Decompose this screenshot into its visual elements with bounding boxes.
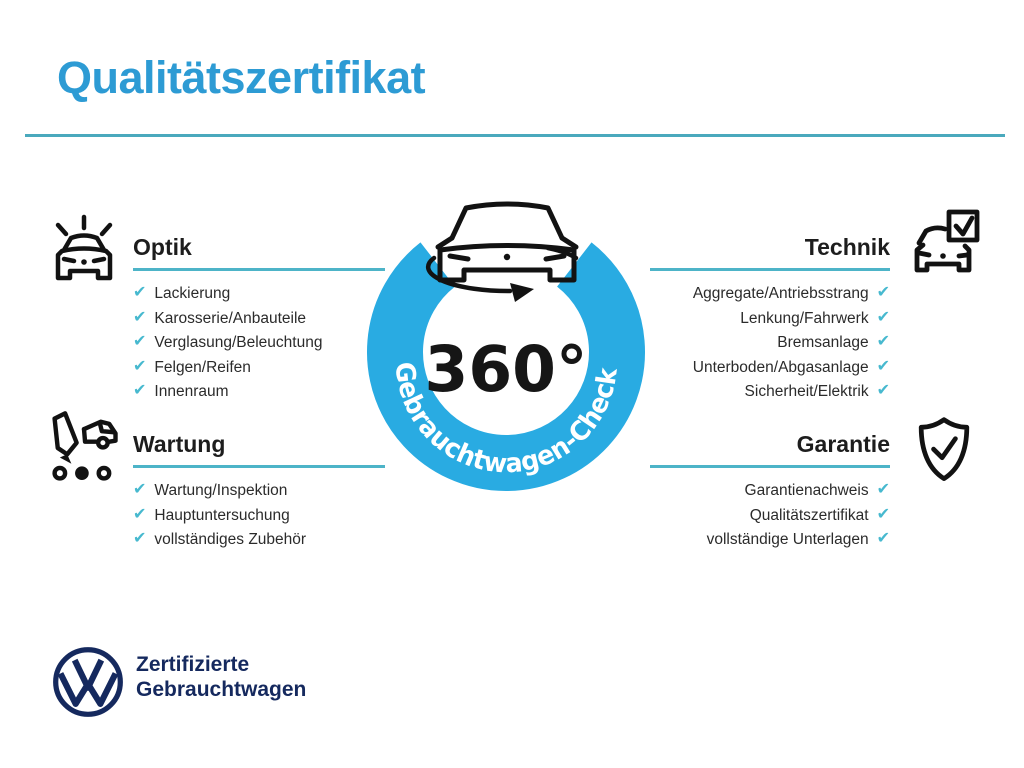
check-item bbox=[133, 307, 393, 332]
check-item bbox=[133, 528, 393, 553]
check-item bbox=[133, 282, 393, 307]
badge-360-check bbox=[350, 186, 674, 506]
badge-degrees: 360° bbox=[424, 333, 588, 406]
check-item bbox=[133, 380, 393, 405]
section-underline bbox=[650, 465, 890, 468]
check-item-label: Bremsanlage bbox=[777, 334, 869, 352]
shiny-car-icon bbox=[44, 210, 124, 290]
check-item bbox=[630, 380, 890, 405]
section-title: Garantie bbox=[796, 431, 890, 457]
check-item bbox=[630, 528, 890, 553]
check-icon: ✔ bbox=[133, 382, 147, 400]
check-item bbox=[133, 356, 393, 381]
check-icon: ✔ bbox=[876, 357, 890, 375]
check-item-label: Garantienachweis bbox=[744, 482, 869, 500]
check-item bbox=[133, 504, 393, 529]
footer-line1: Zertifizierte bbox=[136, 653, 250, 676]
check-item-label: Hauptuntersuchung bbox=[154, 506, 290, 524]
check-icon: ✔ bbox=[876, 530, 890, 548]
section-underline bbox=[133, 268, 385, 271]
check-item-label: Sicherheit/Elektrik bbox=[744, 383, 869, 401]
shield-check-icon bbox=[906, 414, 982, 490]
check-icon: ✔ bbox=[876, 333, 890, 351]
check-icon: ✔ bbox=[133, 481, 147, 499]
rotation-arrowhead bbox=[510, 283, 534, 302]
check-item-label: Innenraum bbox=[154, 383, 229, 401]
check-item-label: Unterboden/Abgasanlage bbox=[692, 358, 869, 376]
badge-ring-label: Gebrauchtwagen-Check bbox=[388, 360, 624, 480]
check-item-label: Lackierung bbox=[154, 285, 231, 303]
section-wartung bbox=[133, 429, 393, 553]
rotating-car-icon bbox=[428, 204, 576, 291]
check-item-label: Felgen/Reifen bbox=[154, 358, 251, 376]
section-title: Optik bbox=[133, 234, 192, 260]
section-optik bbox=[133, 232, 393, 405]
check-item-label: Aggregate/Antriebsstrang bbox=[692, 285, 869, 303]
vw-logo bbox=[50, 644, 126, 720]
check-item-label: vollständiges Zubehör bbox=[154, 531, 307, 549]
check-item-label: vollständige Unterlagen bbox=[706, 531, 869, 549]
check-item-label: Lenkung/Fahrwerk bbox=[740, 309, 869, 327]
check-item-label: Verglasung/Beleuchtung bbox=[154, 334, 323, 352]
footer-brand-text bbox=[136, 652, 306, 702]
section-technik bbox=[630, 232, 890, 405]
check-item-label: Qualitätszertifikat bbox=[749, 506, 869, 524]
checklist bbox=[630, 282, 890, 405]
check-icon: ✔ bbox=[133, 284, 147, 302]
check-item-label: Wartung/Inspektion bbox=[154, 482, 288, 500]
checklist bbox=[630, 479, 890, 553]
service-checklist-van-icon bbox=[42, 406, 126, 490]
section-garantie bbox=[630, 429, 890, 553]
check-icon: ✔ bbox=[876, 308, 890, 326]
section-underline bbox=[650, 268, 890, 271]
checklist bbox=[133, 479, 393, 553]
section-title: Technik bbox=[804, 234, 890, 260]
check-icon: ✔ bbox=[876, 284, 890, 302]
check-icon: ✔ bbox=[133, 505, 147, 523]
check-item bbox=[630, 307, 890, 332]
check-item bbox=[630, 356, 890, 381]
check-icon: ✔ bbox=[133, 308, 147, 326]
check-icon: ✔ bbox=[876, 481, 890, 499]
section-underline bbox=[133, 465, 385, 468]
footer-line2: Gebrauchtwagen bbox=[136, 678, 307, 701]
check-item bbox=[630, 331, 890, 356]
check-item bbox=[630, 479, 890, 504]
check-icon: ✔ bbox=[133, 333, 147, 351]
header-divider bbox=[25, 134, 1005, 137]
check-item-label: Karosserie/Anbauteile bbox=[154, 309, 307, 327]
check-item bbox=[133, 331, 393, 356]
check-item bbox=[630, 282, 890, 307]
section-title: Wartung bbox=[133, 431, 226, 457]
checklist bbox=[133, 282, 393, 405]
page-title: Qualitätszertifikat bbox=[57, 52, 426, 103]
check-item bbox=[133, 479, 393, 504]
check-icon: ✔ bbox=[133, 530, 147, 548]
check-item bbox=[630, 504, 890, 529]
car-checkbox-icon bbox=[903, 206, 983, 286]
check-icon: ✔ bbox=[876, 382, 890, 400]
check-icon: ✔ bbox=[133, 357, 147, 375]
check-icon: ✔ bbox=[876, 505, 890, 523]
